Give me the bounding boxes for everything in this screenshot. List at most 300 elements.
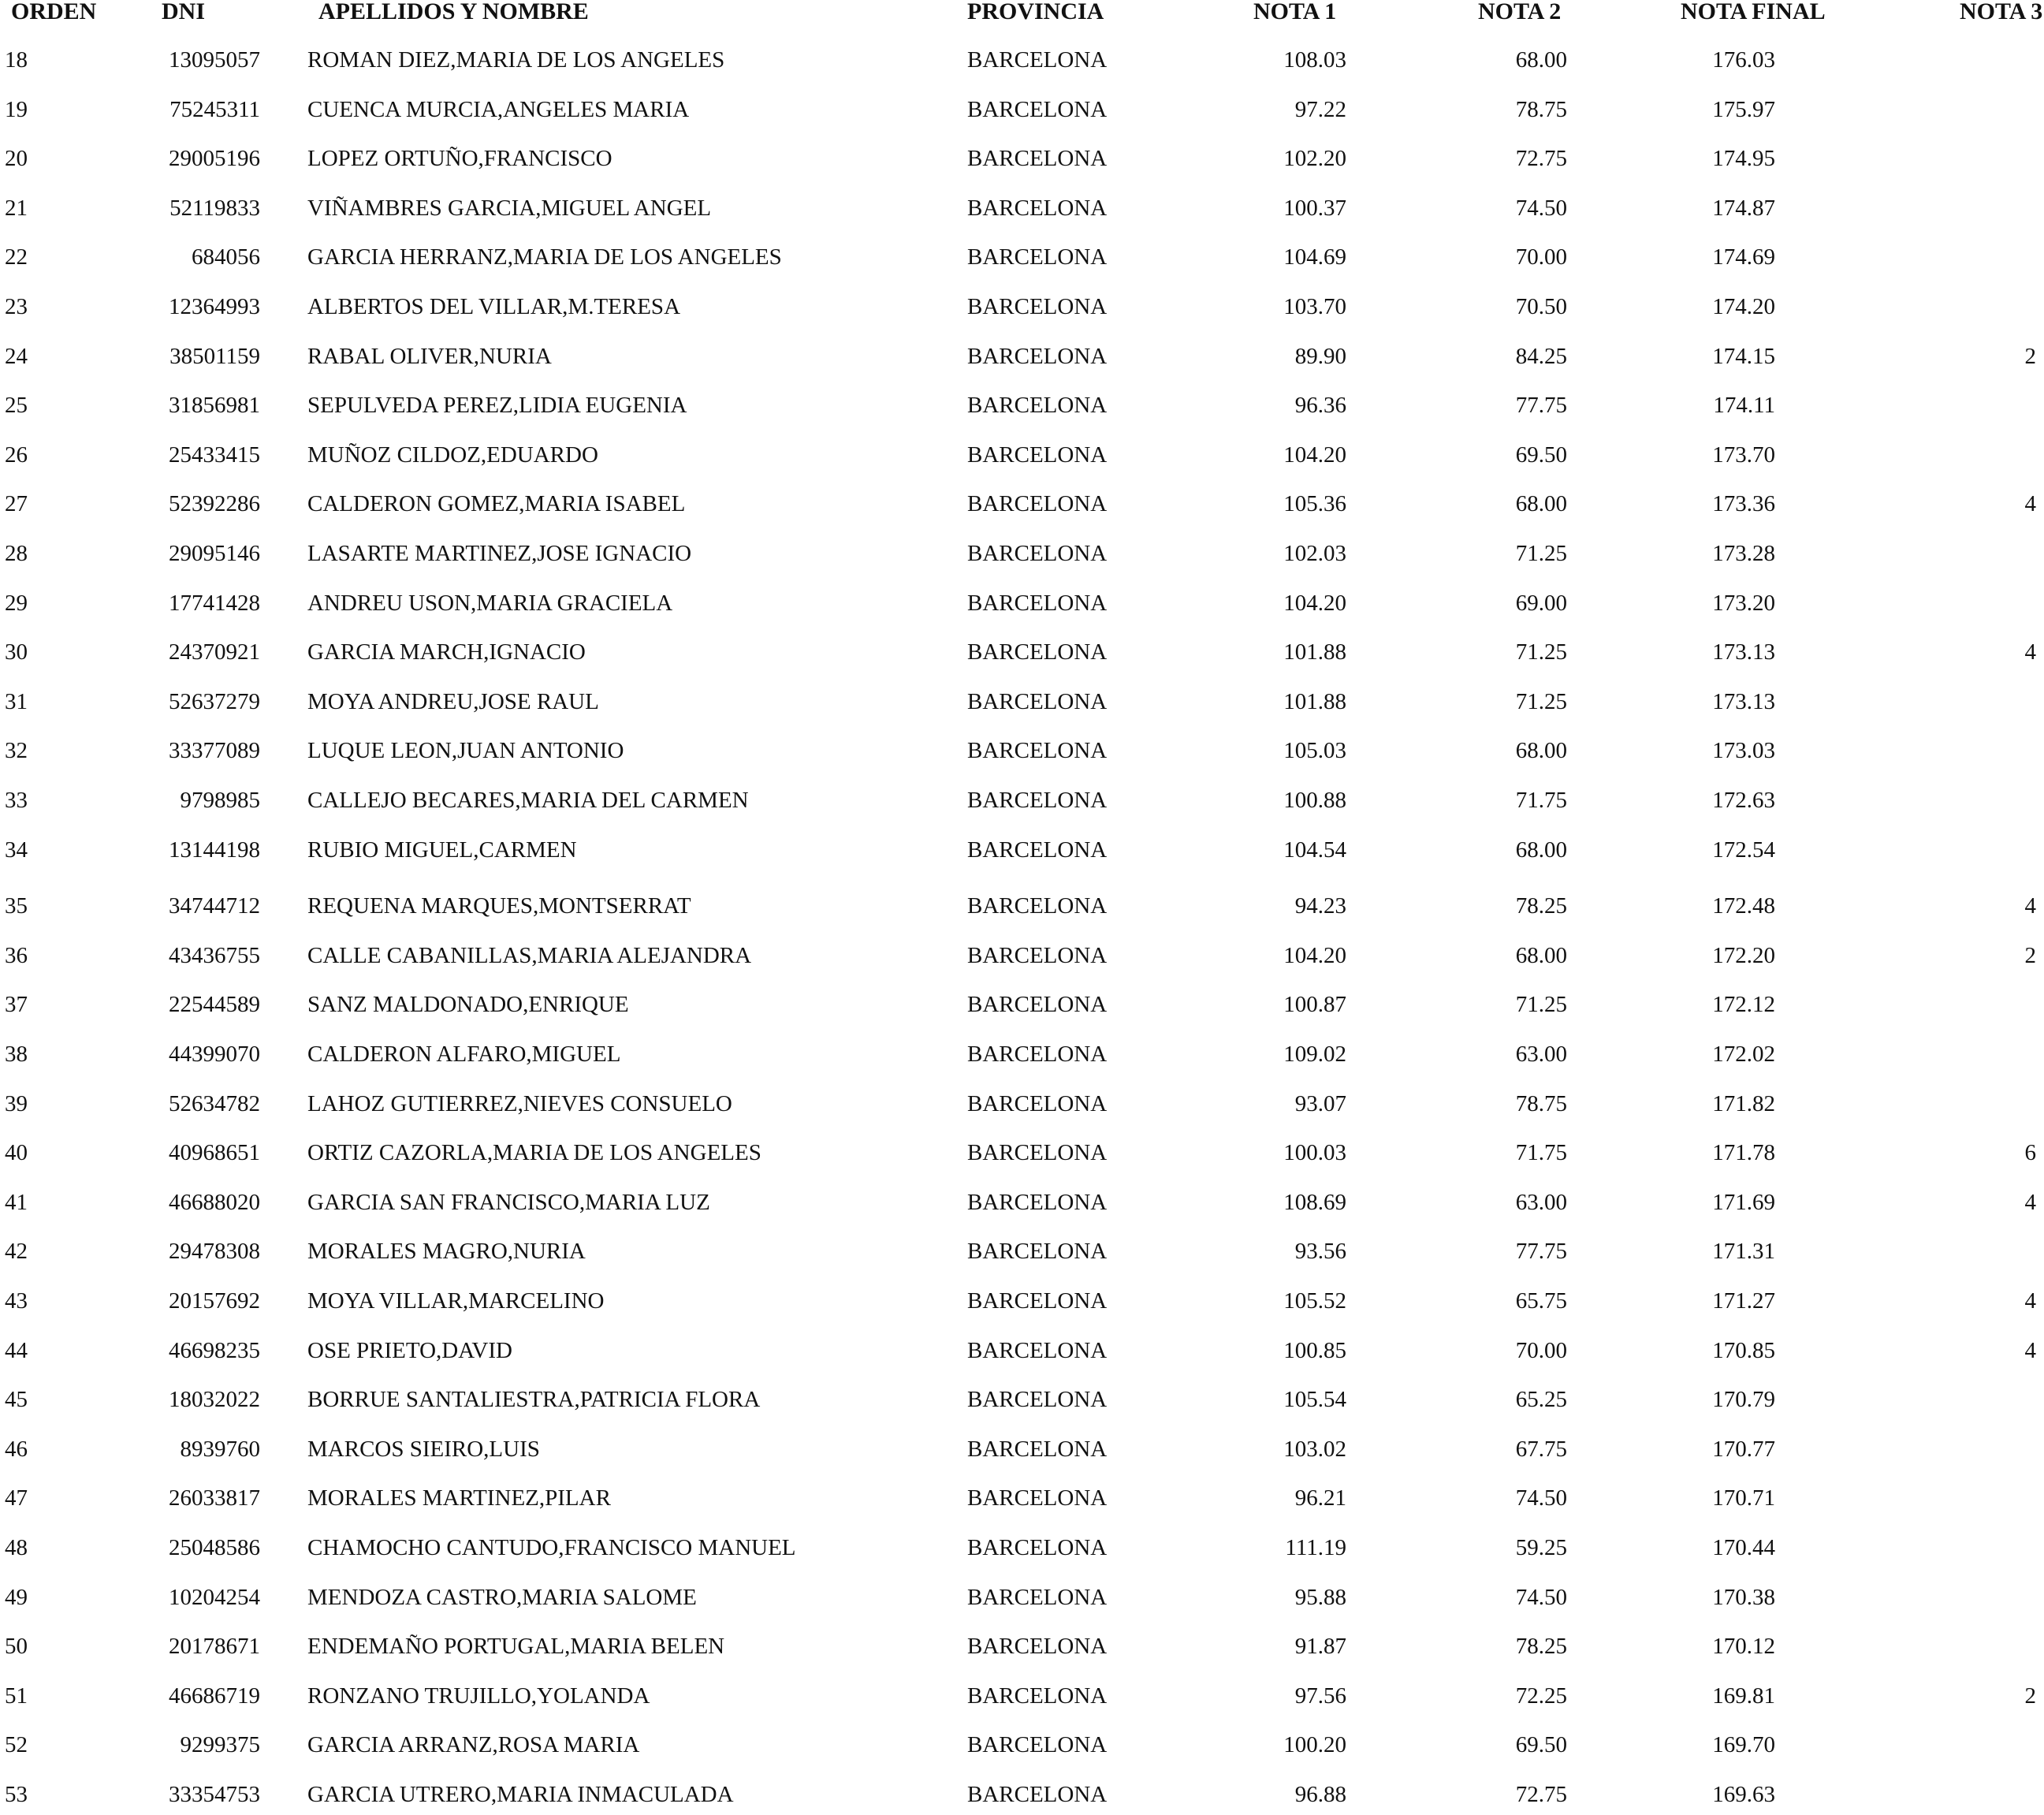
cell-nota1: 104.69: [1283, 244, 1346, 270]
cell-nombre: CHAMOCHO CANTUDO,FRANCISCO MANUEL: [307, 1535, 796, 1560]
cell-nota1: 102.03: [1283, 541, 1346, 566]
cell-dni: 9299375: [180, 1732, 260, 1757]
cell-orden: 39: [5, 1091, 28, 1116]
cell-nombre: MORALES MAGRO,NURIA: [307, 1239, 586, 1264]
cell-nombre: RUBIO MIGUEL,CARMEN: [307, 837, 577, 863]
cell-nota1: 108.69: [1283, 1190, 1346, 1215]
cell-dni: 44399070: [169, 1042, 260, 1067]
cell-nombre: ANDREU USON,MARIA GRACIELA: [307, 591, 673, 616]
cell-dni: 52634782: [169, 1091, 260, 1116]
cell-nota1: 91.87: [1294, 1634, 1346, 1659]
cell-nota-final: 173.13: [1712, 639, 1775, 665]
cell-nombre: GARCIA HERRANZ,MARIA DE LOS ANGELES: [307, 244, 782, 270]
cell-nombre: RABAL OLIVER,NURIA: [307, 344, 552, 369]
cell-nota3: 4: [2024, 1288, 2036, 1314]
cell-orden: 29: [5, 591, 28, 616]
cell-provincia: BARCELONA: [967, 1732, 1108, 1757]
cell-provincia: BARCELONA: [967, 146, 1108, 171]
header-orden: ORDEN: [11, 0, 97, 24]
cell-nota1: 105.54: [1283, 1387, 1346, 1412]
table-row: [0, 1133, 2044, 1172]
cell-nota3: 4: [2024, 491, 2036, 516]
cell-dni: 40968651: [169, 1140, 260, 1165]
table-row: [0, 1528, 2044, 1567]
table-row: [0, 1380, 2044, 1419]
cell-nota1: 105.36: [1283, 491, 1346, 516]
table-row: [0, 1331, 2044, 1370]
cell-nota-final: 172.12: [1712, 992, 1775, 1017]
cell-nota1: 100.20: [1283, 1732, 1346, 1757]
cell-provincia: BARCELONA: [967, 1437, 1108, 1462]
cell-nota1: 109.02: [1283, 1042, 1346, 1067]
cell-dni: 18032022: [169, 1387, 260, 1412]
cell-provincia: BARCELONA: [967, 294, 1108, 319]
cell-nota2: 71.25: [1515, 639, 1567, 665]
header-nota3: NOTA 3: [1960, 0, 2043, 24]
table-row: [0, 188, 2044, 228]
cell-nota1: 103.70: [1283, 294, 1346, 319]
cell-provincia: BARCELONA: [967, 1190, 1108, 1215]
cell-nota-final: 170.44: [1712, 1535, 1775, 1560]
cell-nota-final: 174.69: [1712, 244, 1775, 270]
cell-nota1: 94.23: [1294, 893, 1346, 919]
cell-provincia: BARCELONA: [967, 97, 1108, 122]
cell-orden: 33: [5, 788, 28, 813]
cell-nota1: 108.03: [1283, 47, 1346, 73]
cell-provincia: BARCELONA: [967, 1338, 1108, 1363]
cell-provincia: BARCELONA: [967, 442, 1108, 468]
cell-dni: 20157692: [169, 1288, 260, 1314]
cell-nota2: 78.75: [1515, 97, 1567, 122]
cell-orden: 31: [5, 689, 28, 714]
cell-nota-final: 171.82: [1712, 1091, 1775, 1116]
cell-nota-final: 173.36: [1712, 491, 1775, 516]
cell-nota2: 68.00: [1515, 943, 1567, 968]
cell-dni: 29478308: [169, 1239, 260, 1264]
cell-orden: 41: [5, 1190, 28, 1215]
cell-nota3: 4: [2024, 1190, 2036, 1215]
cell-nombre: CALDERON ALFARO,MIGUEL: [307, 1042, 621, 1067]
cell-nota2: 72.75: [1515, 1782, 1567, 1807]
cell-nota2: 78.25: [1515, 1634, 1567, 1659]
cell-nota3: 2: [2024, 1683, 2036, 1709]
cell-nota1: 95.88: [1294, 1585, 1346, 1610]
cell-nota2: 71.25: [1515, 541, 1567, 566]
cell-provincia: BARCELONA: [967, 1585, 1108, 1610]
cell-nota-final: 170.79: [1712, 1387, 1775, 1412]
table-row: [0, 1725, 2044, 1765]
cell-dni: 8939760: [180, 1437, 260, 1462]
table-row: [0, 583, 2044, 623]
cell-nota2: 72.75: [1515, 146, 1567, 171]
table-row: [0, 985, 2044, 1024]
cell-nota-final: 173.70: [1712, 442, 1775, 468]
cell-nombre: CUENCA MURCIA,ANGELES MARIA: [307, 97, 690, 122]
cell-nota-final: 174.95: [1712, 146, 1775, 171]
cell-provincia: BARCELONA: [967, 1288, 1108, 1314]
table-row: [0, 40, 2044, 80]
cell-nota1: 104.20: [1283, 591, 1346, 616]
cell-orden: 37: [5, 992, 28, 1017]
cell-orden: 19: [5, 97, 28, 122]
cell-orden: 52: [5, 1732, 28, 1757]
cell-provincia: BARCELONA: [967, 943, 1108, 968]
cell-orden: 26: [5, 442, 28, 468]
cell-orden: 47: [5, 1485, 28, 1511]
cell-orden: 42: [5, 1239, 28, 1264]
cell-dni: 26033817: [169, 1485, 260, 1511]
cell-dni: 34744712: [169, 893, 260, 919]
cell-provincia: BARCELONA: [967, 344, 1108, 369]
cell-nota2: 70.00: [1515, 1338, 1567, 1363]
cell-orden: 25: [5, 393, 28, 418]
cell-nota2: 71.75: [1515, 788, 1567, 813]
cell-provincia: BARCELONA: [967, 639, 1108, 665]
cell-nota-final: 174.87: [1712, 196, 1775, 221]
cell-nota1: 105.52: [1283, 1288, 1346, 1314]
table-row: [0, 1183, 2044, 1222]
cell-nota2: 69.50: [1515, 1732, 1567, 1757]
table-row: [0, 1676, 2044, 1716]
cell-orden: 30: [5, 639, 28, 665]
table-row: [0, 731, 2044, 770]
cell-nota-final: 169.70: [1712, 1732, 1775, 1757]
table-row: [0, 1281, 2044, 1321]
cell-nota1: 96.21: [1294, 1485, 1346, 1511]
cell-provincia: BARCELONA: [967, 738, 1108, 763]
cell-provincia: BARCELONA: [967, 1683, 1108, 1709]
cell-nombre: VIÑAMBRES GARCIA,MIGUEL ANGEL: [307, 196, 712, 221]
table-row: [0, 632, 2044, 672]
cell-dni: 46698235: [169, 1338, 260, 1363]
cell-nombre: ROMAN DIEZ,MARIA DE LOS ANGELES: [307, 47, 725, 73]
cell-provincia: BARCELONA: [967, 541, 1108, 566]
cell-nota-final: 172.63: [1712, 788, 1775, 813]
cell-nota-final: 175.97: [1712, 97, 1775, 122]
cell-nota2: 78.75: [1515, 1091, 1567, 1116]
cell-nota3: 6: [2024, 1140, 2036, 1165]
cell-orden: 21: [5, 196, 28, 221]
cell-nombre: LUQUE LEON,JUAN ANTONIO: [307, 738, 624, 763]
cell-nota1: 97.22: [1294, 97, 1346, 122]
cell-orden: 18: [5, 47, 28, 73]
header-nota1: NOTA 1: [1253, 0, 1337, 24]
table-row: [0, 1578, 2044, 1617]
table-row: [0, 781, 2044, 820]
cell-nota2: 67.75: [1515, 1437, 1567, 1462]
cell-provincia: BARCELONA: [967, 47, 1108, 73]
cell-provincia: BARCELONA: [967, 1782, 1108, 1807]
cell-nota1: 102.20: [1283, 146, 1346, 171]
table-header: [0, 0, 2044, 39]
cell-orden: 38: [5, 1042, 28, 1067]
cell-nombre: CALLEJO BECARES,MARIA DEL CARMEN: [307, 788, 749, 813]
cell-dni: 33354753: [169, 1782, 260, 1807]
cell-nombre: MORALES MARTINEZ,PILAR: [307, 1485, 611, 1511]
cell-nota2: 65.75: [1515, 1288, 1567, 1314]
cell-dni: 29005196: [169, 146, 260, 171]
cell-provincia: BARCELONA: [967, 1634, 1108, 1659]
header-nota-final: NOTA FINAL: [1681, 0, 1826, 24]
cell-nota1: 105.03: [1283, 738, 1346, 763]
cell-nombre: MENDOZA CASTRO,MARIA SALOME: [307, 1585, 697, 1610]
cell-provincia: BARCELONA: [967, 1387, 1108, 1412]
cell-orden: 35: [5, 893, 28, 919]
cell-orden: 23: [5, 294, 28, 319]
cell-nombre: GARCIA UTRERO,MARIA INMACULADA: [307, 1782, 734, 1807]
cell-nota-final: 172.54: [1712, 837, 1775, 863]
cell-nombre: SANZ MALDONADO,ENRIQUE: [307, 992, 629, 1017]
table-row: [0, 1429, 2044, 1469]
cell-nota3: 2: [2024, 344, 2036, 369]
cell-nota-final: 173.20: [1712, 591, 1775, 616]
cell-provincia: BARCELONA: [967, 893, 1108, 919]
cell-nombre: MOYA ANDREU,JOSE RAUL: [307, 689, 599, 714]
cell-nota2: 74.50: [1515, 1585, 1567, 1610]
cell-orden: 49: [5, 1585, 28, 1610]
cell-orden: 48: [5, 1535, 28, 1560]
cell-nombre: OSE PRIETO,DAVID: [307, 1338, 512, 1363]
cell-dni: 43436755: [169, 943, 260, 968]
cell-nombre: CALLE CABANILLAS,MARIA ALEJANDRA: [307, 943, 752, 968]
table-row: [0, 1084, 2044, 1124]
table-row: [0, 1627, 2044, 1666]
cell-nota-final: 169.63: [1712, 1782, 1775, 1807]
cell-nota-final: 171.69: [1712, 1190, 1775, 1215]
cell-nota1: 97.56: [1294, 1683, 1346, 1709]
cell-dni: 38501159: [169, 344, 260, 369]
cell-nota-final: 171.27: [1712, 1288, 1775, 1314]
cell-nota-final: 170.77: [1712, 1437, 1775, 1462]
cell-dni: 52392286: [169, 491, 260, 516]
cell-orden: 50: [5, 1634, 28, 1659]
cell-nota-final: 174.11: [1713, 393, 1775, 418]
cell-nota-final: 172.02: [1712, 1042, 1775, 1067]
cell-nombre: BORRUE SANTALIESTRA,PATRICIA FLORA: [307, 1387, 761, 1412]
cell-nota1: 111.19: [1285, 1535, 1346, 1560]
header-nombre: APELLIDOS Y NOMBRE: [318, 0, 589, 24]
cell-nota2: 69.50: [1515, 442, 1567, 468]
cell-nota1: 96.36: [1294, 393, 1346, 418]
cell-dni: 46688020: [169, 1190, 260, 1215]
cell-nota-final: 170.85: [1712, 1338, 1775, 1363]
cell-orden: 32: [5, 738, 28, 763]
cell-nombre: SEPULVEDA PEREZ,LIDIA EUGENIA: [307, 393, 687, 418]
cell-nombre: MARCOS SIEIRO,LUIS: [307, 1437, 540, 1462]
cell-provincia: BARCELONA: [967, 837, 1108, 863]
table-row: [0, 484, 2044, 524]
cell-dni: 9798985: [180, 788, 260, 813]
cell-nota3: 2: [2024, 943, 2036, 968]
table-row: [0, 830, 2044, 870]
cell-nombre: GARCIA MARCH,IGNACIO: [307, 639, 586, 665]
cell-provincia: BARCELONA: [967, 1485, 1108, 1511]
cell-nota2: 59.25: [1515, 1535, 1567, 1560]
cell-provincia: BARCELONA: [967, 788, 1108, 813]
cell-nota-final: 173.28: [1712, 541, 1775, 566]
cell-nombre: ALBERTOS DEL VILLAR,M.TERESA: [307, 294, 681, 319]
cell-nota1: 100.37: [1283, 196, 1346, 221]
cell-nota1: 100.88: [1283, 788, 1346, 813]
cell-orden: 22: [5, 244, 28, 270]
table-row: [0, 237, 2044, 277]
cell-nota2: 68.00: [1515, 837, 1567, 863]
cell-nombre: ENDEMAÑO PORTUGAL,MARIA BELEN: [307, 1634, 725, 1659]
cell-nota1: 101.88: [1283, 689, 1346, 714]
cell-nota-final: 170.12: [1712, 1634, 1775, 1659]
cell-nombre: GARCIA SAN FRANCISCO,MARIA LUZ: [307, 1190, 710, 1215]
cell-nota-final: 171.31: [1712, 1239, 1775, 1264]
cell-nombre: LAHOZ GUTIERREZ,NIEVES CONSUELO: [307, 1091, 732, 1116]
cell-dni: 20178671: [169, 1634, 260, 1659]
cell-nota-final: 172.48: [1712, 893, 1775, 919]
table-row: [0, 90, 2044, 129]
table-row: [0, 1775, 2044, 1814]
cell-nota-final: 174.20: [1712, 294, 1775, 319]
cell-nota1: 100.85: [1283, 1338, 1346, 1363]
cell-orden: 28: [5, 541, 28, 566]
cell-nota3: 4: [2024, 639, 2036, 665]
cell-nota1: 93.56: [1294, 1239, 1346, 1264]
cell-provincia: BARCELONA: [967, 992, 1108, 1017]
cell-nota-final: 170.38: [1712, 1585, 1775, 1610]
cell-nota2: 78.25: [1515, 893, 1567, 919]
cell-orden: 53: [5, 1782, 28, 1807]
cell-nota3: 4: [2024, 1338, 2036, 1363]
cell-nombre: GARCIA ARRANZ,ROSA MARIA: [307, 1732, 640, 1757]
cell-nota-final: 173.03: [1712, 738, 1775, 763]
cell-provincia: BARCELONA: [967, 1091, 1108, 1116]
cell-nota1: 100.87: [1283, 992, 1346, 1017]
table-row: [0, 682, 2044, 721]
header-provincia: PROVINCIA: [967, 0, 1104, 24]
table-row: [0, 386, 2044, 425]
cell-nota2: 69.00: [1515, 591, 1567, 616]
cell-dni: 29095146: [169, 541, 260, 566]
cell-nota1: 104.20: [1283, 943, 1346, 968]
cell-orden: 36: [5, 943, 28, 968]
cell-orden: 24: [5, 344, 28, 369]
cell-nota-final: 169.81: [1712, 1683, 1775, 1709]
cell-dni: 52637279: [169, 689, 260, 714]
table-row: [0, 534, 2044, 573]
table-row: [0, 1034, 2044, 1074]
cell-nombre: ORTIZ CAZORLA,MARIA DE LOS ANGELES: [307, 1140, 761, 1165]
cell-nota2: 68.00: [1515, 47, 1567, 73]
cell-orden: 46: [5, 1437, 28, 1462]
cell-provincia: BARCELONA: [967, 689, 1108, 714]
cell-dni: 24370921: [169, 639, 260, 665]
cell-nota2: 71.75: [1515, 1140, 1567, 1165]
table-row: [0, 337, 2044, 376]
table-row: [0, 936, 2044, 975]
cell-nota2: 84.25: [1515, 344, 1567, 369]
cell-dni: 22544589: [169, 992, 260, 1017]
cell-nota3: 4: [2024, 893, 2036, 919]
cell-nota-final: 174.15: [1712, 344, 1775, 369]
cell-orden: 45: [5, 1387, 28, 1412]
cell-dni: 33377089: [169, 738, 260, 763]
cell-nota2: 70.00: [1515, 244, 1567, 270]
cell-nota2: 74.50: [1515, 1485, 1567, 1511]
cell-nota2: 74.50: [1515, 196, 1567, 221]
table-row: [0, 1232, 2044, 1271]
cell-nota2: 63.00: [1515, 1042, 1567, 1067]
cell-dni: 10204254: [169, 1585, 260, 1610]
cell-nota1: 89.90: [1294, 344, 1346, 369]
table-row: [0, 435, 2044, 475]
cell-nota2: 68.00: [1515, 491, 1567, 516]
cell-dni: 13144198: [169, 837, 260, 863]
cell-nota2: 77.75: [1515, 393, 1567, 418]
cell-nota1: 100.03: [1283, 1140, 1346, 1165]
cell-provincia: BARCELONA: [967, 1042, 1108, 1067]
cell-nombre: LASARTE MARTINEZ,JOSE IGNACIO: [307, 541, 692, 566]
cell-nota-final: 171.78: [1712, 1140, 1775, 1165]
cell-nombre: MOYA VILLAR,MARCELINO: [307, 1288, 605, 1314]
cell-dni: 25048586: [169, 1535, 260, 1560]
cell-nota2: 65.25: [1515, 1387, 1567, 1412]
cell-nombre: RONZANO TRUJILLO,YOLANDA: [307, 1683, 650, 1709]
cell-orden: 40: [5, 1140, 28, 1165]
cell-nota2: 71.25: [1515, 992, 1567, 1017]
cell-provincia: BARCELONA: [967, 393, 1108, 418]
cell-nota-final: 172.20: [1712, 943, 1775, 968]
cell-dni: 684056: [192, 244, 260, 270]
cell-nombre: REQUENA MARQUES,MONTSERRAT: [307, 893, 691, 919]
cell-dni: 75245311: [169, 97, 260, 122]
cell-nota2: 68.00: [1515, 738, 1567, 763]
cell-nombre: MUÑOZ CILDOZ,EDUARDO: [307, 442, 598, 468]
cell-dni: 25433415: [169, 442, 260, 468]
cell-nota2: 70.50: [1515, 294, 1567, 319]
cell-orden: 20: [5, 146, 28, 171]
cell-provincia: BARCELONA: [967, 1535, 1108, 1560]
cell-nota-final: 176.03: [1712, 47, 1775, 73]
cell-dni: 12364993: [169, 294, 260, 319]
table-row: [0, 1478, 2044, 1518]
cell-dni: 31856981: [169, 393, 260, 418]
cell-orden: 44: [5, 1338, 28, 1363]
cell-nota1: 101.88: [1283, 639, 1346, 665]
cell-nota2: 71.25: [1515, 689, 1567, 714]
cell-provincia: BARCELONA: [967, 1140, 1108, 1165]
cell-orden: 34: [5, 837, 28, 863]
cell-nota-final: 173.13: [1712, 689, 1775, 714]
cell-orden: 43: [5, 1288, 28, 1314]
cell-nombre: LOPEZ ORTUÑO,FRANCISCO: [307, 146, 612, 171]
table-row: [0, 886, 2044, 926]
cell-provincia: BARCELONA: [967, 196, 1108, 221]
cell-nota-final: 170.71: [1712, 1485, 1775, 1511]
cell-orden: 27: [5, 491, 28, 516]
header-nota2: NOTA 2: [1478, 0, 1562, 24]
cell-provincia: BARCELONA: [967, 1239, 1108, 1264]
table-row: [0, 287, 2044, 326]
cell-dni: 17741428: [169, 591, 260, 616]
cell-nota2: 63.00: [1515, 1190, 1567, 1215]
cell-nota2: 77.75: [1515, 1239, 1567, 1264]
cell-provincia: BARCELONA: [967, 244, 1108, 270]
cell-nota1: 103.02: [1283, 1437, 1346, 1462]
cell-dni: 46686719: [169, 1683, 260, 1709]
cell-nombre: CALDERON GOMEZ,MARIA ISABEL: [307, 491, 686, 516]
header-dni: DNI: [162, 0, 206, 24]
cell-orden: 51: [5, 1683, 28, 1709]
cell-nota1: 104.20: [1283, 442, 1346, 468]
cell-dni: 13095057: [169, 47, 260, 73]
cell-nota1: 96.88: [1294, 1782, 1346, 1807]
